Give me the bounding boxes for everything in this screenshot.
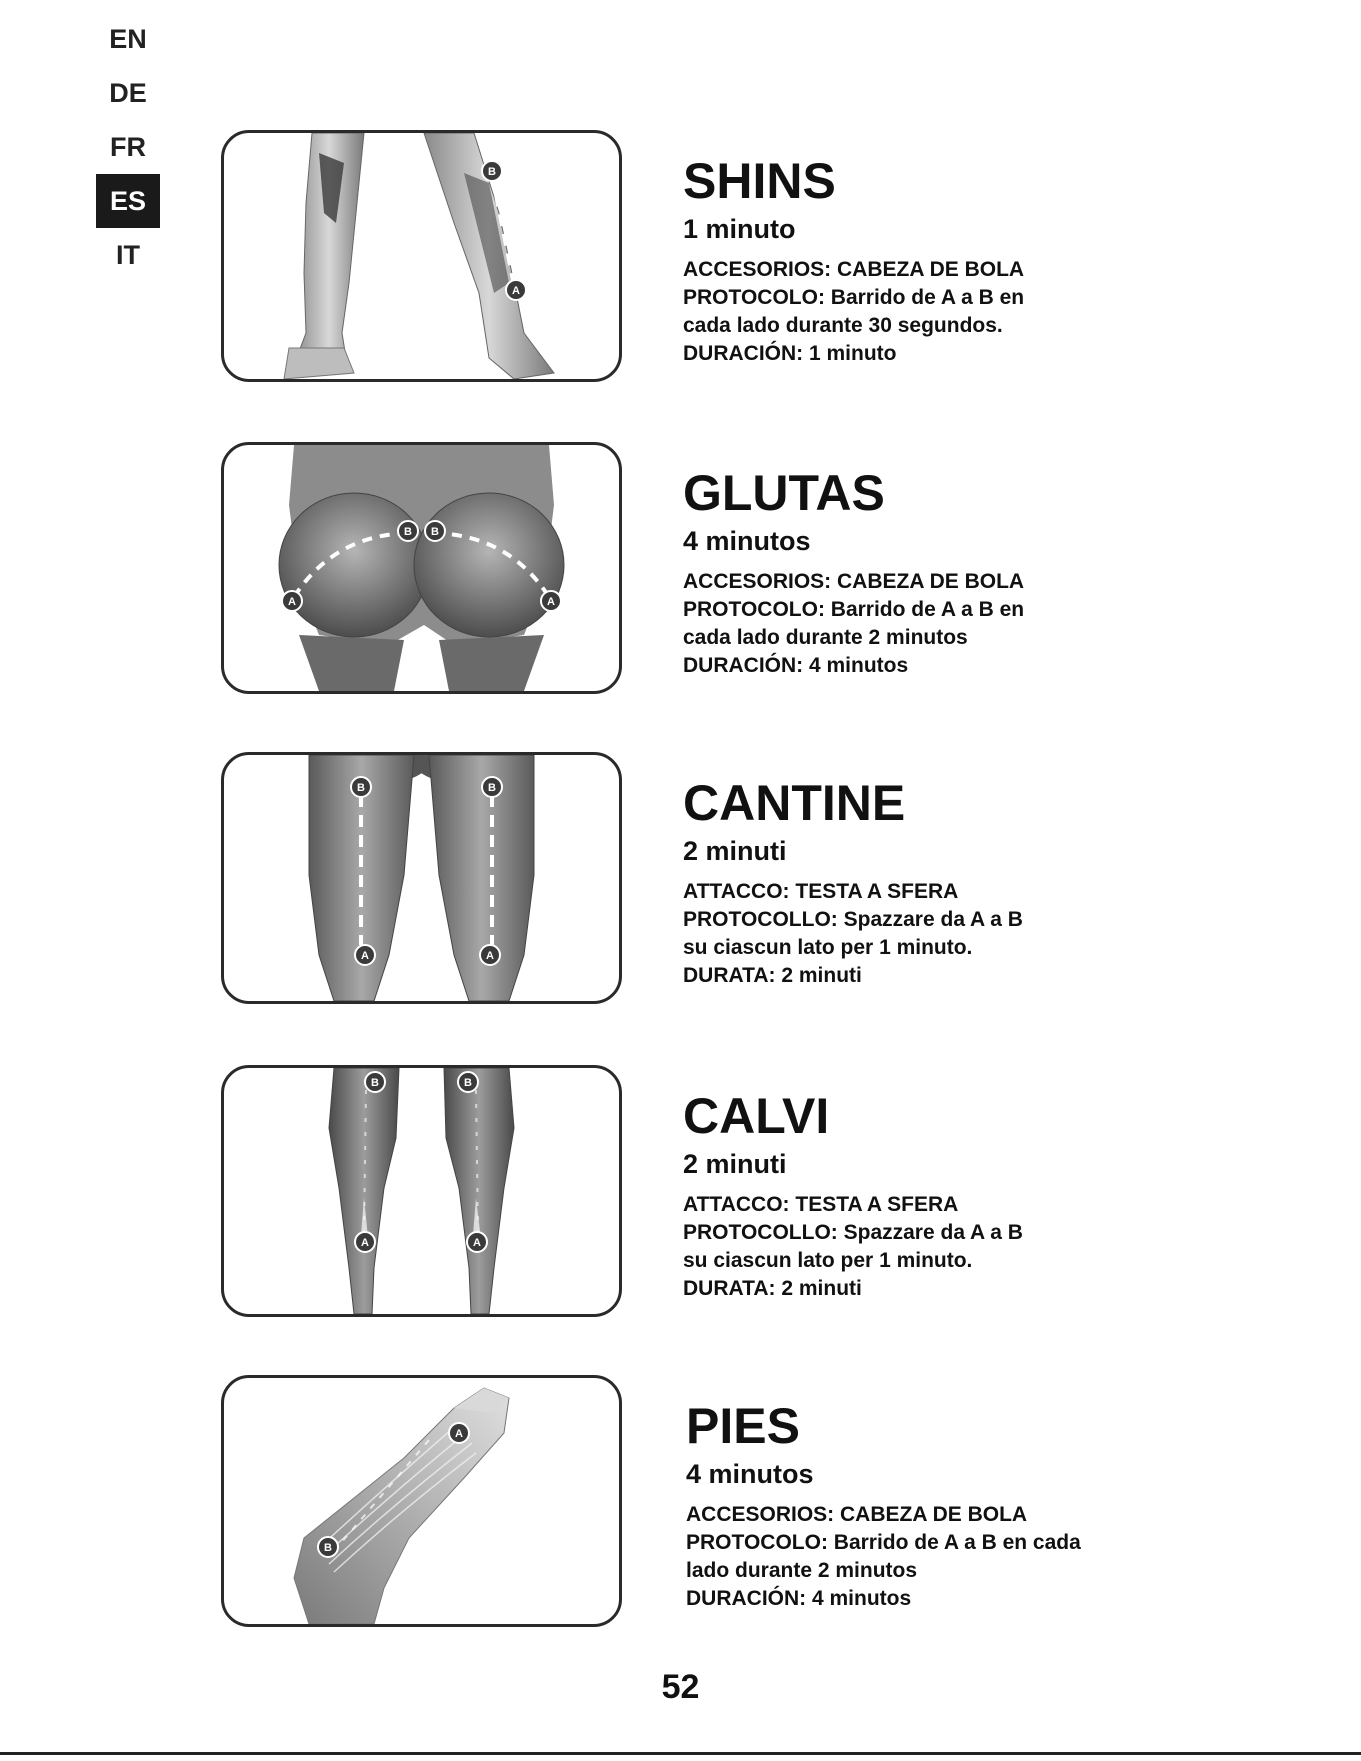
section-duration: 4 minutos (683, 526, 811, 556)
marker-a (282, 591, 302, 611)
svg-text:B: B (488, 782, 496, 794)
marker-a (355, 945, 375, 965)
lang-tab-en[interactable]: EN (109, 24, 147, 54)
marker-b (482, 161, 502, 181)
section-duration: 2 minuti (683, 836, 787, 866)
section-details (683, 1191, 1323, 1303)
section-duration: 4 minutos (686, 1459, 814, 1489)
detail-line: DURACIÓN: 1 minuto (683, 342, 897, 365)
exercise-section-cantine (0, 752, 1361, 1008)
svg-text:A: A (473, 1237, 481, 1249)
marker-a (480, 945, 500, 965)
bottom-divider (0, 1752, 1361, 1755)
svg-text:B: B (371, 1077, 379, 1089)
marker-a (541, 591, 561, 611)
svg-text:A: A (288, 596, 296, 608)
svg-text:A: A (547, 596, 555, 608)
detail-line: su ciascun lato per 1 minuto. (683, 936, 973, 959)
svg-text:A: A (512, 285, 520, 297)
detail-line: DURACIÓN: 4 minutos (686, 1587, 912, 1610)
svg-text:B: B (464, 1077, 472, 1089)
lang-tab-de[interactable]: DE (109, 78, 147, 108)
lang-tab-es[interactable]: ES (96, 174, 160, 228)
svg-text:A: A (455, 1428, 463, 1440)
glutes-illustration (221, 442, 622, 694)
detail-line: lado durante 2 minutos (686, 1559, 918, 1582)
calves-illustration (221, 1065, 622, 1317)
marker-a (506, 280, 526, 300)
marker-b (425, 521, 445, 541)
detail-line: PROTOCOLLO: Spazzare da A a B (683, 1221, 1023, 1244)
detail-line: ATTACCO: TESTA A SFERA (683, 1193, 959, 1216)
section-details (686, 1501, 1326, 1613)
shins-text (683, 154, 1323, 368)
svg-text:B: B (404, 526, 412, 538)
detail-line: ACCESORIOS: CABEZA DE BOLA (686, 1503, 1028, 1526)
lang-tab-fr[interactable]: FR (110, 132, 146, 162)
marker-b (458, 1072, 478, 1092)
section-title: CANTINE (683, 775, 906, 831)
page-number: 52 (661, 1668, 700, 1706)
detail-line: PROTOCOLO: Barrido de A a B en (683, 286, 1025, 309)
svg-text:A: A (486, 950, 494, 962)
detail-line: ACCESORIOS: CABEZA DE BOLA (683, 258, 1025, 281)
detail-line: PROTOCOLO: Barrido de A a B en (683, 598, 1025, 621)
exercise-section-shins (0, 130, 1361, 386)
detail-line: ATTACCO: TESTA A SFERA (683, 880, 959, 903)
section-title: GLUTAS (683, 465, 885, 521)
section-title: PIES (686, 1398, 800, 1454)
svg-text:A: A (361, 1237, 369, 1249)
foot-illustration (221, 1375, 622, 1627)
detail-line: su ciascun lato per 1 minuto. (683, 1249, 973, 1272)
exercise-section-calvi (0, 1065, 1361, 1321)
section-details (683, 256, 1323, 368)
detail-line: cada lado durante 2 minutos (683, 626, 968, 649)
detail-line: DURACIÓN: 4 minutos (683, 654, 909, 677)
detail-line: PROTOCOLO: Barrido de A a B en cada (686, 1531, 1081, 1554)
pies-text (686, 1399, 1326, 1613)
detail-line: DURATA: 2 minuti (683, 1277, 862, 1300)
glutas-text (683, 466, 1323, 680)
svg-text:B: B (431, 526, 439, 538)
section-details (683, 568, 1323, 680)
marker-a (449, 1423, 469, 1443)
section-details (683, 878, 1323, 990)
svg-text:B: B (357, 782, 365, 794)
section-duration: 2 minuti (683, 1149, 787, 1179)
exercise-section-pies (0, 1375, 1361, 1631)
lang-tab-it[interactable]: IT (116, 240, 140, 270)
cantine-text (683, 776, 1323, 990)
marker-b (398, 521, 418, 541)
hamstrings-illustration (221, 752, 622, 1004)
svg-text:A: A (361, 950, 369, 962)
detail-line: DURATA: 2 minuti (683, 964, 862, 987)
marker-b (351, 777, 371, 797)
exercise-section-glutas (0, 442, 1361, 698)
marker-b (365, 1072, 385, 1092)
section-title: SHINS (683, 153, 836, 209)
marker-a (467, 1232, 487, 1252)
section-title: CALVI (683, 1088, 830, 1144)
section-duration: 1 minuto (683, 214, 796, 244)
marker-b (318, 1537, 338, 1557)
marker-b (482, 777, 502, 797)
svg-text:B: B (488, 166, 496, 178)
shins-illustration (221, 130, 622, 382)
marker-a (355, 1232, 375, 1252)
detail-line: PROTOCOLLO: Spazzare da A a B (683, 908, 1023, 931)
detail-line: cada lado durante 30 segundos. (683, 314, 1003, 337)
detail-line: ACCESORIOS: CABEZA DE BOLA (683, 570, 1025, 593)
calvi-text (683, 1089, 1323, 1303)
svg-text:B: B (324, 1542, 332, 1554)
